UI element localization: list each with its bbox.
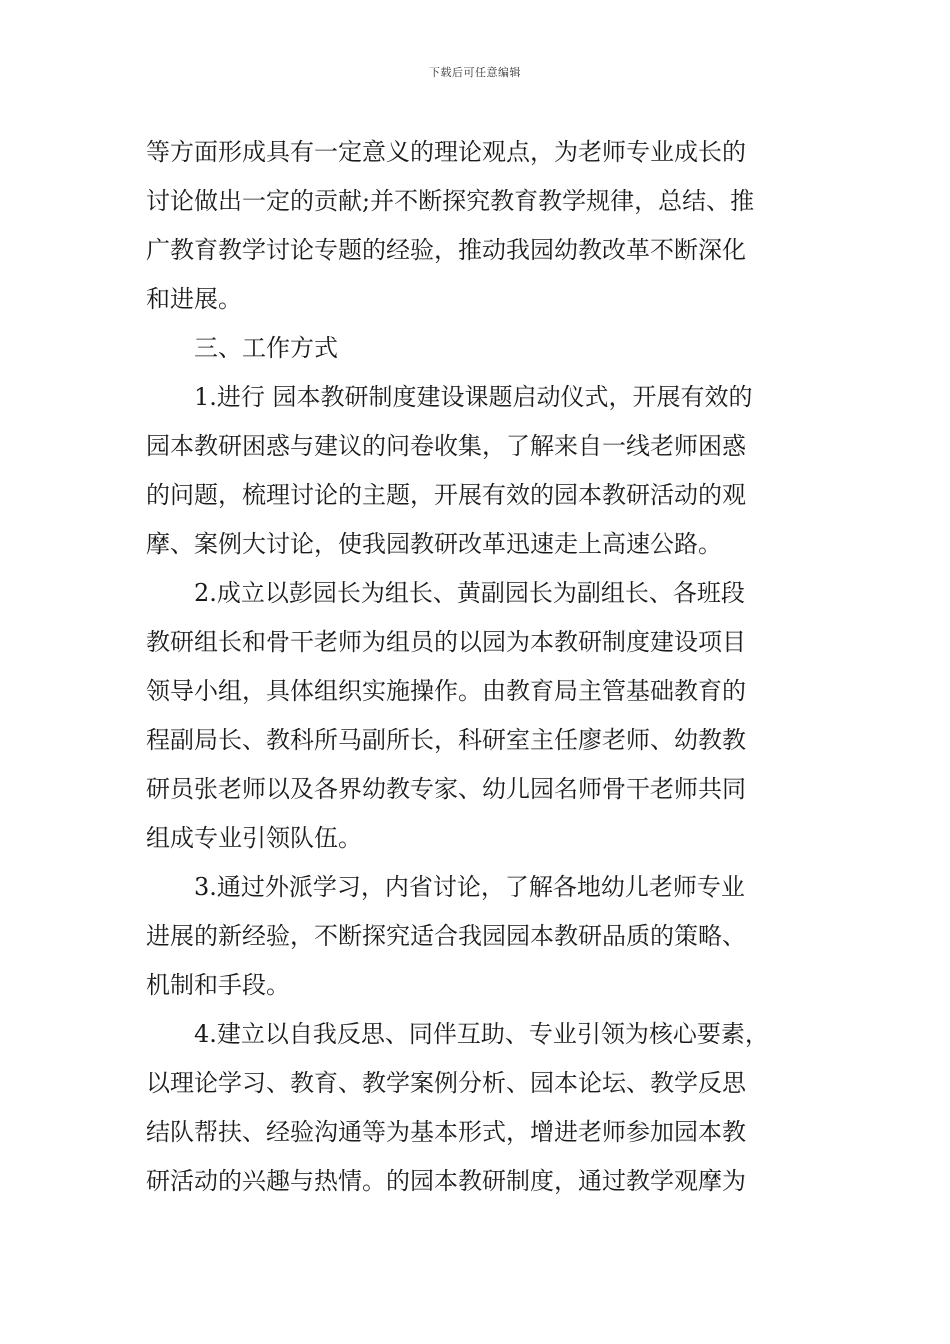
text-line: 3.通过外派学习，内省讨论，了解各地幼儿老师专业 <box>194 873 745 901</box>
text-line: 以理论学习、教育、教学案例分析、园本论坛、教学反思 <box>146 1069 746 1097</box>
text-line: 广教育教学讨论专题的经验，推动我园幼教改革不断深化 <box>146 236 746 264</box>
text-line: 园本教研困惑与建议的问卷收集，了解来自一线老师困惑 <box>146 432 746 460</box>
document-body <box>146 128 816 1206</box>
text-line: 2.成立以彭园长为组长、黄副园长为副组长、各班段 <box>194 579 745 607</box>
text-line: 讨论做出一定的贡献;并不断探究教育教学规律，总结、推 <box>146 187 755 215</box>
text-line: 领导小组，具体组织实施操作。由教育局主管基础教育的 <box>146 677 746 705</box>
section-heading: 三、工作方式 <box>194 334 338 362</box>
text-line: 摩、案例大讨论，使我园教研改革迅速走上高速公路。 <box>146 530 722 558</box>
text-line: 4.建立以自我反思、同伴互助、专业引领为核心要素， <box>194 1020 769 1048</box>
text-line: 组成专业引领队伍。 <box>146 824 362 852</box>
text-line: 研活动的兴趣与热情。的园本教研制度，通过教学观摩为 <box>146 1167 746 1195</box>
text-line: 的问题，梳理讨论的主题，开展有效的园本教研活动的观 <box>146 481 746 509</box>
text-line: 1.进行 园本教研制度建设课题启动仪式，开展有效的 <box>194 383 753 411</box>
page-header: 下载后可任意编辑 <box>429 66 521 79</box>
text-line: 结队帮扶、经验沟通等为基本形式，增进老师参加园本教 <box>146 1118 746 1146</box>
text-line: 和进展。 <box>146 285 242 313</box>
text-line: 教研组长和骨干老师为组员的以园为本教研制度建设项目 <box>146 628 746 656</box>
text-line: 程副局长、教科所马副所长，科研室主任廖老师、幼教教 <box>146 726 746 754</box>
text-line: 等方面形成具有一定意义的理论观点，为老师专业成长的 <box>146 138 746 166</box>
text-line: 进展的新经验，不断探究适合我园园本教研品质的策略、 <box>146 922 746 950</box>
text-line: 研员张老师以及各界幼教专家、幼儿园名师骨干老师共同 <box>146 775 746 803</box>
text-line: 机制和手段。 <box>146 971 290 999</box>
